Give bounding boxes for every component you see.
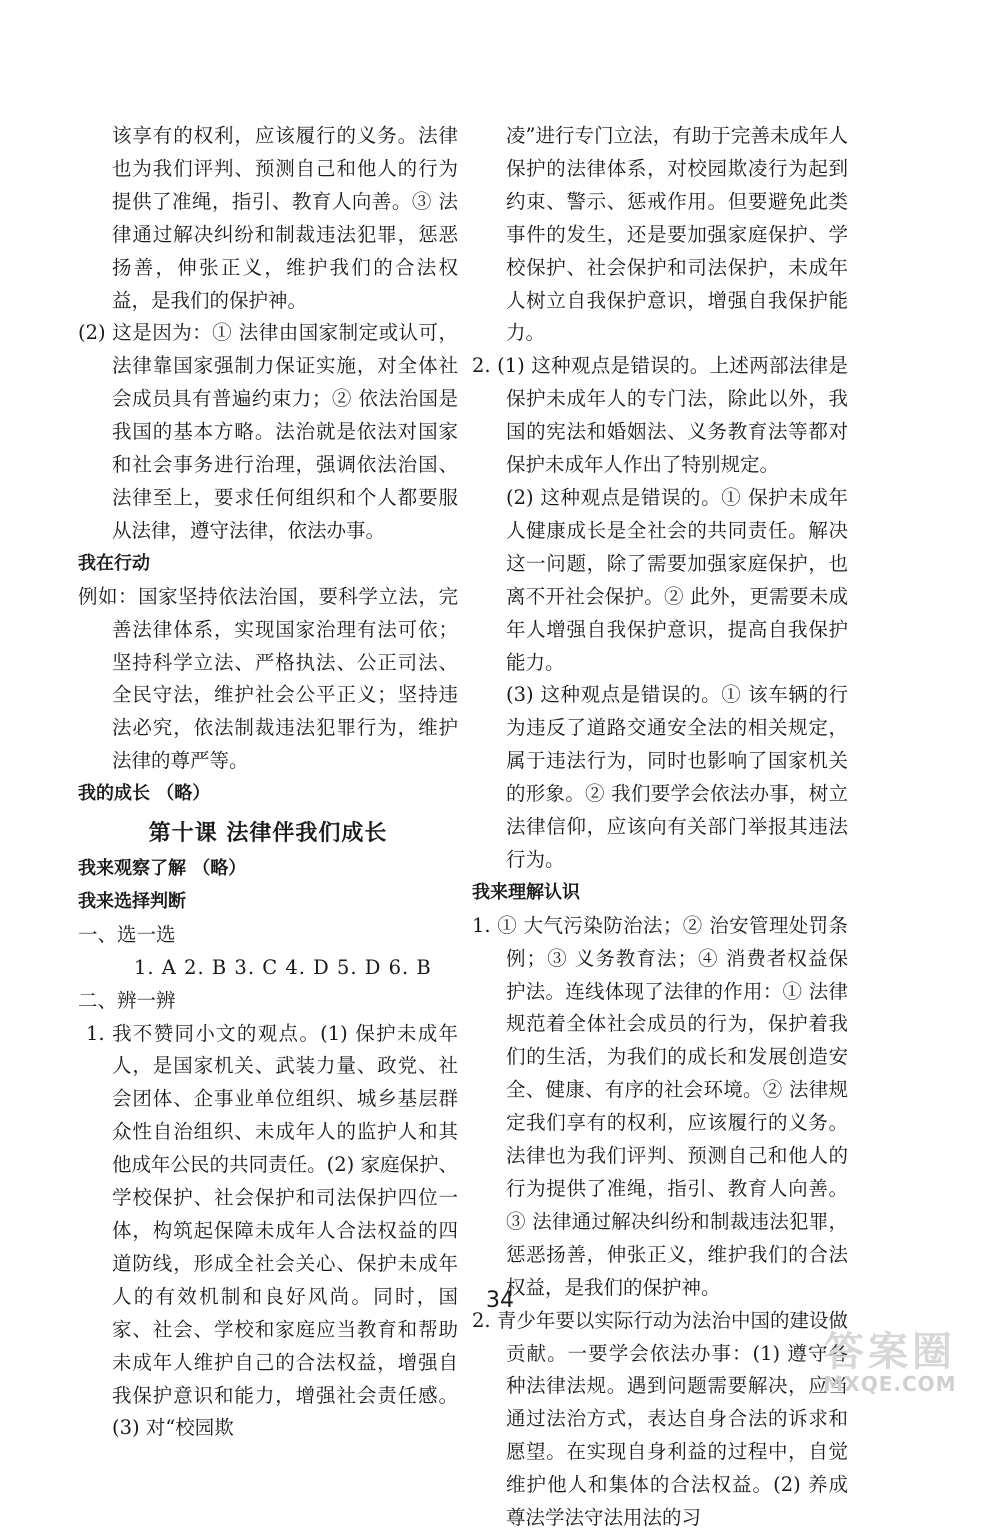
subsection-choose: 一、选一选 (78, 922, 176, 946)
section-heading-choose: 我来选择判断 (78, 890, 186, 912)
watermark (790, 1320, 990, 1398)
section-heading-observe: 我来观察了解 （略） (78, 858, 247, 880)
judge-answer-1: 1. 我不赞同小文的观点。(1) 保护未成年人，是国家机关、武装力量、政党、社会团体、企事业单位组织、城乡基层群众性自治组织、未成年人的监护人和其他成年公民的共同责任。(2) 家庭保护、学校保护、社会保护和司法保护四位一体，构筑起保障未成年人合法权益的四道防线，形成全社会关心、保护未成年人的有效机制和良好风尚。同时，国家、社会、学校和家庭应当教育和帮助未成年人维护自己的合法权益，增强自我保护意识和能力，增强社会责任感。(3) 对“校园欺 (86, 1021, 458, 1440)
judge-answer-2-part-3: (3) 这种观点是错误的。① 该车辆的行为违反了道路交通安全法的相关规定，属于违法行为，同时也影响了国家机关的形象。② 我们要学会依法办事，树立法律信仰，应该向有关部门举报其违法行为。 (506, 683, 848, 871)
section-heading-understand: 我来理解认识 (472, 881, 580, 903)
subsection-judge: 二、辨一辨 (78, 988, 176, 1012)
answer-item-2: (2) 这是因为：① 法律由国家制定或认可，法律靠国家强制力保证实施，对全体社会成员具有普遍约束力；② 依法治国是我国的基本方略。法治就是依法对国家和社会事务进行治理，强调依法治国、法律至上，要求任何组织和个人都要服从法律，遵守法律，依法办事。 (78, 321, 458, 542)
left-continued-paragraph: 该享有的权利，应该履行的义务。法律也为我们评判、预测自己和他人的行为提供了准绳，指引、教育人向善。③ 法律通过解决纠纷和制裁违法犯罪，惩恶扬善，伸张正义，维护我们的合法权益，是我们的保护神。 (112, 124, 458, 312)
judge-answer-1-continued: 凌”进行专门立法，有助于完善未成年人保护的法律体系，对校园欺凌行为起到约束、警示、惩戒作用。但要避免此类事件的发生，还是要加强家庭保护、学校保护、社会保护和司法保护，未成年人树立自我保护意识，增强自我保护能力。 (506, 124, 848, 345)
choice-answers: 1. A 2. B 3. C 4. D 5. D 6. B (134, 955, 432, 979)
section-heading-action: 我在行动 (78, 552, 150, 574)
left-column (78, 120, 458, 1445)
judge-answer-2-part-2: (2) 这种观点是错误的。① 保护未成年人健康成长是全社会的共同责任。解决这一问题，除了需要加强家庭保护，也离不开社会保护。② 此外，更需要未成年人增强自我保护意识，提高自我保护能力。 (506, 485, 848, 674)
section-heading-growth: 我的成长 （略） (78, 783, 211, 805)
understand-answer-2: 2. 青少年要以实际行动为法治中国的建设做贡献。一要学会依法办事：(1) 遵守各种法律法规。遇到问题需要解决，应当通过法治方式，表达自身合法的诉求和愿望。在实现自身利益的过程中，自觉维护他人和集体的合法权益。(2) 养成尊法学法守法用法的习 (472, 1308, 848, 1530)
understand-answer-1: 1. ① 大气污染防治法；② 治安管理处罚条例；③ 义务教育法；④ 消费者权益保护法。连线体现了法律的作用：① 法律规范着全体社会成员的行为，保护着我们的生活，为我们的成长和发展创造安全、健康、有序的社会环境。② 法律规定我们享有的权利，应该履行的义务。法律也为我们评判、预测自己和他人的行为提供了准绳，指引、教育人向善。③ 法律通过解决纠纷和制裁违法犯罪，惩恶扬善，伸张正义，维护我们的合法权益，是我们的保护神。 (472, 913, 848, 1299)
judge-answer-2-part-1: 2. (1) 这种观点是错误的。上述两部法律是保护未成年人的专门法，除此以外，我国的宪法和婚姻法、义务教育法等都对保护未成年人作出了特别规定。 (472, 354, 848, 477)
watermark-logo: 答案圈 (824, 1328, 956, 1375)
action-answer: 例如：国家坚持依法治国，要科学立法，完善法律体系，实现国家治理有法可依；坚持科学立法、严格执法、公正司法、全民守法，维护社会公平正义；坚持违法必究，依法制裁违法犯罪行为，维护法律的尊严等。 (78, 584, 458, 773)
watermark-url: MXQE.COM (823, 1372, 957, 1396)
page-number: 34 (486, 1288, 514, 1313)
lesson-title: 第十课 法律伴我们成长 (148, 820, 388, 847)
